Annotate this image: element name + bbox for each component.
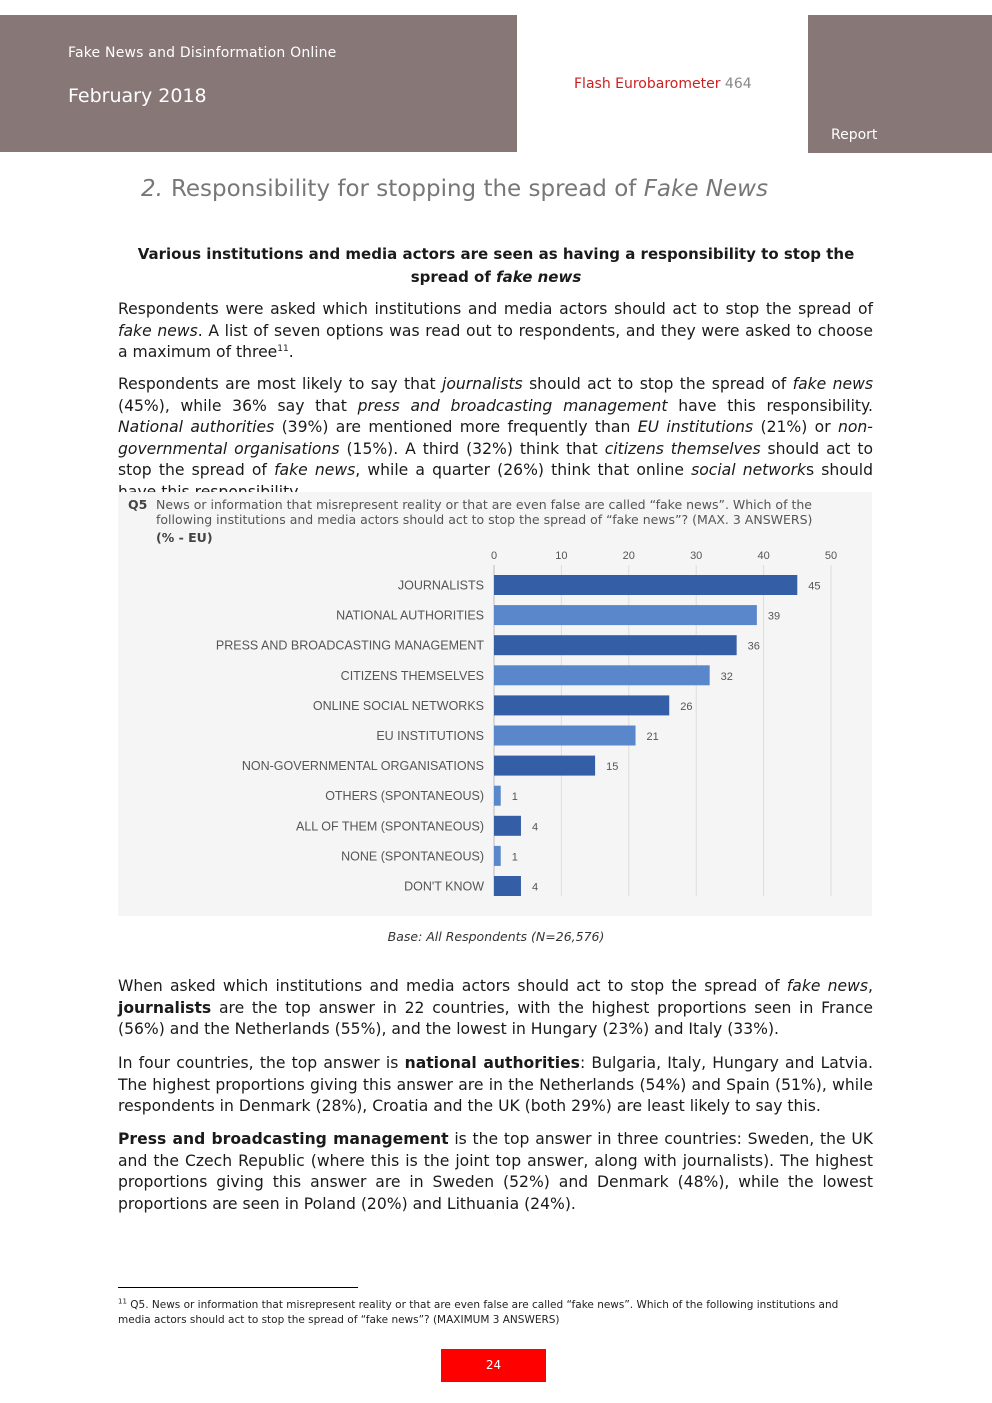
- series-name: Flash Eurobarometer: [574, 76, 721, 92]
- value-label: 32: [720, 670, 733, 683]
- category-label: ALL OF THEM (SPONTANEOUS): [296, 819, 484, 834]
- category-label: NONE (SPONTANEOUS): [341, 849, 484, 864]
- section-title-italic: Fake News: [643, 176, 768, 202]
- x-tick-label: 40: [757, 550, 770, 562]
- value-label: 15: [606, 761, 619, 774]
- bar-0: [494, 575, 797, 595]
- header-right-band: [808, 15, 992, 153]
- lead-heading: [130, 243, 862, 289]
- x-tick-label: 10: [555, 550, 568, 562]
- bar-8: [494, 816, 521, 836]
- series-number: 464: [724, 76, 752, 92]
- chart-title: News or information that misrepresent reality or that are even false are called “fake news”. Which of the following institutions and media actors should act to stop the spread of “fake news”? (MAX. 3 ANSWERS): [156, 497, 813, 527]
- bar-9: [494, 846, 501, 866]
- header-date: February 2018: [68, 85, 207, 107]
- category-label: CITIZENS THEMSELVES: [340, 668, 484, 683]
- category-label: OTHERS (SPONTANEOUS): [325, 789, 484, 804]
- lead-text: Various institutions and media actors are seen as having a responsibility to stop the spread of: [137, 245, 855, 286]
- footnote-ref: 11: [277, 343, 289, 354]
- footnote-divider: [118, 1287, 358, 1288]
- page-number: 24: [441, 1349, 546, 1382]
- header-doc-type: Report: [831, 127, 878, 143]
- footnote-text: Q5. News or information that misrepresent reality or that are even false are called “fake news”. Which of the following institutions and media actors should act to stop the spread of “fake news”? (MAXIMUM 3 ANSWERS): [118, 1299, 839, 1326]
- lead-italic: fake news: [496, 268, 582, 286]
- bar-3: [494, 665, 710, 685]
- bar-2: [494, 635, 737, 655]
- category-label: EU INSTITUTIONS: [376, 729, 484, 743]
- category-label: NON-GOVERNMENTAL ORGANISATIONS: [241, 759, 484, 774]
- header-series: [574, 76, 752, 92]
- base-note: Base: All Respondents (N=26,576): [387, 929, 605, 944]
- bar-chart: [118, 492, 872, 916]
- value-label: 1: [511, 791, 518, 804]
- section-title-prefix: Responsibility for stopping the spread of: [170, 176, 637, 202]
- category-label: DON'T KNOW: [404, 879, 484, 894]
- bar-1: [494, 605, 757, 625]
- paragraph-5: Press and broadcasting management is the top answer in three countries: Sweden, the UK and the Czech Republic (where this is the joint top answer, along with journalists). The highest proportions giving this answer are in Sweden (52%) and Denmark (48%), while the lowest proportions are seen in Poland (20%) and Lithuania (24%).: [118, 1130, 873, 1213]
- value-label: 4: [531, 881, 539, 894]
- value-label: 45: [808, 580, 821, 593]
- bar-7: [494, 786, 501, 806]
- footnote: [118, 1298, 873, 1328]
- paragraph-1: Respondents were asked which institutions and media actors should act to stop the spread of fake news. A list of seven options was read out to respondents, and they were asked to choose a maximum of three$^{11}$.: [118, 300, 873, 361]
- value-label: 4: [531, 821, 539, 834]
- chart-subtitle: (% - EU): [156, 530, 213, 545]
- paragraph-3: When asked which institutions and media actors should act to stop the spread of fake news, journalists are the top answer in 22 countries, with the highest proportions seen in France (56%) and the Netherlands (55%), and the lowest in Hungary (23%) and Italy (33%).: [118, 977, 873, 1038]
- chart-question-code: Q5: [128, 497, 148, 512]
- category-label: NATIONAL AUTHORITIES: [336, 608, 484, 623]
- value-label: 1: [511, 851, 518, 864]
- section-title: [141, 176, 768, 202]
- bar-4: [494, 695, 669, 715]
- x-tick-label: 50: [824, 550, 838, 562]
- paragraph-4: In four countries, the top answer is national authorities: Bulgaria, Italy, Hungary and Latvia. The highest proportions giving this answer are in the Netherlands (54%) and Spain (51%), while respondents in Denmark (28%), Croatia and the UK (both 29%) are least likely to say this.: [118, 1054, 874, 1115]
- bar-6: [494, 756, 595, 776]
- category-label: JOURNALISTS: [397, 578, 484, 593]
- bar-10: [494, 876, 521, 896]
- value-label: 26: [680, 700, 693, 713]
- category-label: ONLINE SOCIAL NETWORKS: [312, 698, 484, 713]
- x-tick-label: 30: [690, 550, 703, 562]
- category-label: PRESS AND BROADCASTING MANAGEMENT: [215, 638, 484, 653]
- value-label: 21: [646, 731, 659, 743]
- section-number: 2.: [141, 176, 163, 202]
- bar-5: [494, 726, 636, 746]
- x-tick-label: 20: [622, 550, 635, 562]
- value-label: 36: [747, 640, 760, 653]
- header-doc-title: Fake News and Disinformation Online: [68, 45, 337, 61]
- paragraph-2: Respondents are most likely to say that journalists should act to stop the spread of fake news (45%), while 36% say that press and broadcasting management have this responsibility. National authorities (39%) are mentioned more frequently than EU institutions (21%) or non-governmental organisations (15%). A third (32%) think that citizens themselves should act to stop the spread of fake news, while a quarter (26%) think that online social networks should: [118, 375, 873, 479]
- header-left-band: [0, 15, 517, 152]
- x-tick-label: 0: [490, 550, 498, 562]
- footnote-number: 11: [118, 1297, 127, 1306]
- value-label: 39: [767, 610, 781, 623]
